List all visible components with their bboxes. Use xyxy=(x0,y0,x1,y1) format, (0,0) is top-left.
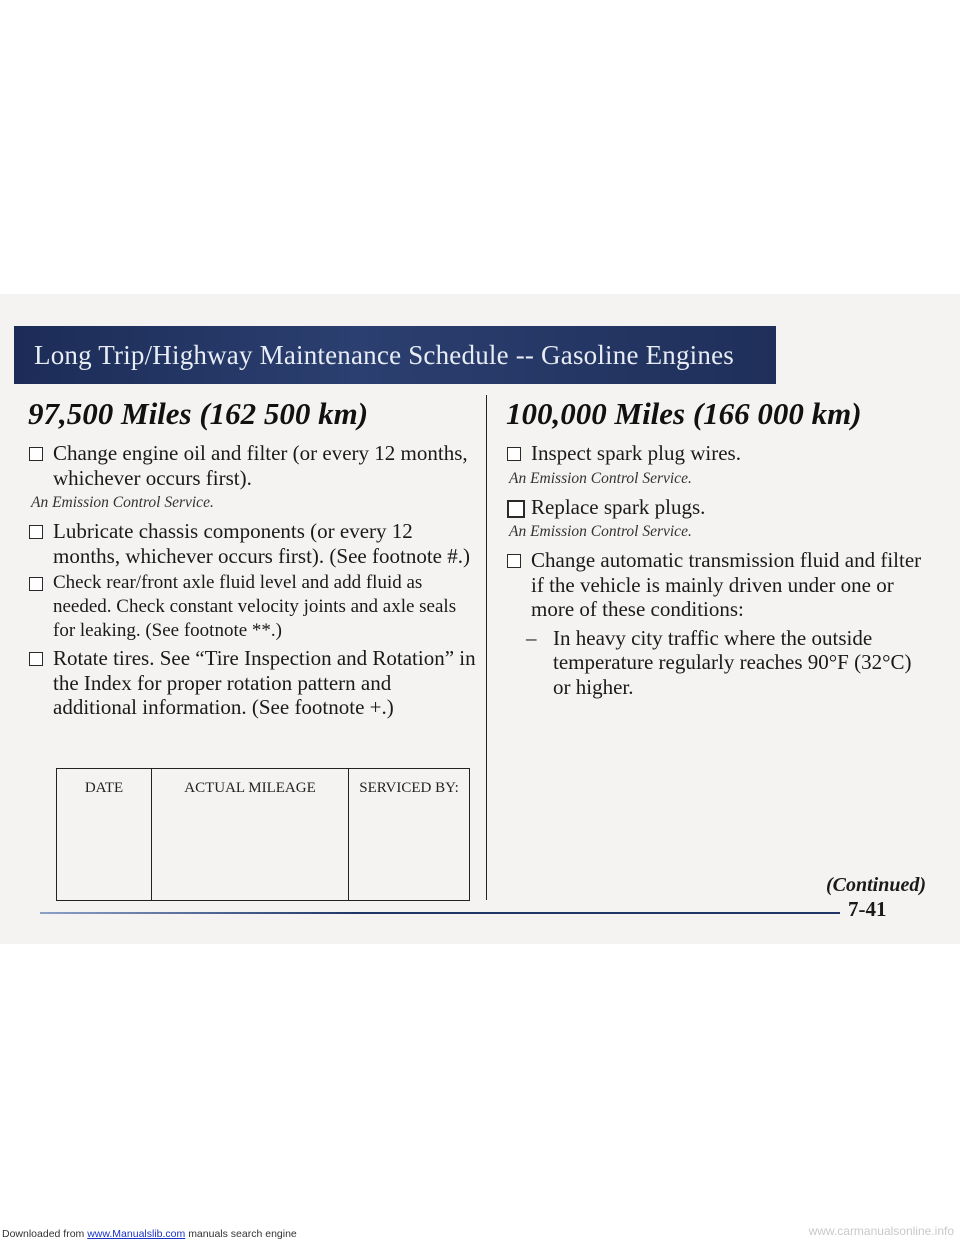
table-cell-mileage[interactable] xyxy=(152,807,349,901)
checklist-item-lubricate xyxy=(28,519,478,568)
subitem-text: In heavy city traffic where the outside temperature regularly reaches 90°F (32°C) or higher. xyxy=(553,625,912,699)
table-cell-serviced-by[interactable] xyxy=(349,807,470,901)
mileage-heading-100000: 100,000 Miles (166 000 km) xyxy=(506,396,862,431)
checklist-item-plug-wires xyxy=(506,441,926,466)
emission-note: An Emission Control Service. xyxy=(509,523,692,540)
checklist-item-transmission xyxy=(506,548,926,622)
emission-note: An Emission Control Service. xyxy=(509,469,692,487)
footer-suffix: manuals search engine xyxy=(188,1228,297,1240)
checkbox-icon[interactable] xyxy=(507,554,521,568)
right-column xyxy=(506,394,926,699)
footer-rule xyxy=(40,912,840,914)
checklist-item-axle xyxy=(28,571,478,643)
checkbox-icon[interactable] xyxy=(29,447,43,461)
service-record-table xyxy=(56,768,470,901)
download-footer xyxy=(2,1228,297,1240)
table-header-date: DATE xyxy=(57,769,152,808)
item-text: Lubricate chassis components (or every 12 months, whichever occurs first). (See footnote #.) xyxy=(53,519,470,568)
item-text: Check rear/front axle fluid level and add fluid as needed. Check constant velocity joints and axle seals for leaking. (See footnote **.) xyxy=(53,572,457,641)
mileage-heading-97500: 97,500 Miles (162 500 km) xyxy=(28,396,369,431)
item-text: Change automatic transmission fluid and filter if the vehicle is mainly driven under one or more of these conditions: xyxy=(531,548,922,621)
item-text: Replace spark plugs. xyxy=(531,494,706,519)
checkbox-icon[interactable] xyxy=(29,525,43,539)
emission-note: An Emission Control Service. xyxy=(31,494,214,511)
left-column xyxy=(28,394,478,723)
manualslib-link[interactable]: www.Manualslib.com xyxy=(87,1228,186,1240)
continued-label: (Continued) xyxy=(825,874,926,896)
column-divider xyxy=(486,395,487,900)
watermark-text: www.carmanualsonline.info xyxy=(808,1224,954,1238)
table-header-serviced-by: SERVICED BY: xyxy=(349,769,470,808)
checkbox-icon[interactable] xyxy=(29,577,43,591)
checklist-item-spark-plugs xyxy=(506,495,926,520)
checkbox-icon[interactable] xyxy=(29,652,43,666)
sub-list-item-heavy-traffic xyxy=(506,626,926,700)
table-cell-date[interactable] xyxy=(57,807,152,901)
checkbox-icon[interactable] xyxy=(507,500,525,518)
section-banner: Long Trip/Highway Maintenance Schedule -- Gasoline Engines xyxy=(14,326,776,384)
footer-prefix: Downloaded from xyxy=(2,1228,85,1240)
dash-marker: – xyxy=(526,625,537,650)
item-text: Change engine oil and filter (or every 12 months, whichever occurs first). xyxy=(53,441,468,490)
page-number: 7-41 xyxy=(848,897,887,921)
item-text: Rotate tires. See “Tire Inspection and Rotation” in the Index for proper rotation pattern and additional information. (See footnote +.) xyxy=(53,646,476,719)
checkbox-icon[interactable] xyxy=(507,447,521,461)
item-text: Inspect spark plug wires. xyxy=(531,441,741,465)
table-header-mileage: ACTUAL MILEAGE xyxy=(152,769,349,808)
checklist-item-rotate-tires xyxy=(28,646,478,720)
checklist-item-oil xyxy=(28,441,478,490)
